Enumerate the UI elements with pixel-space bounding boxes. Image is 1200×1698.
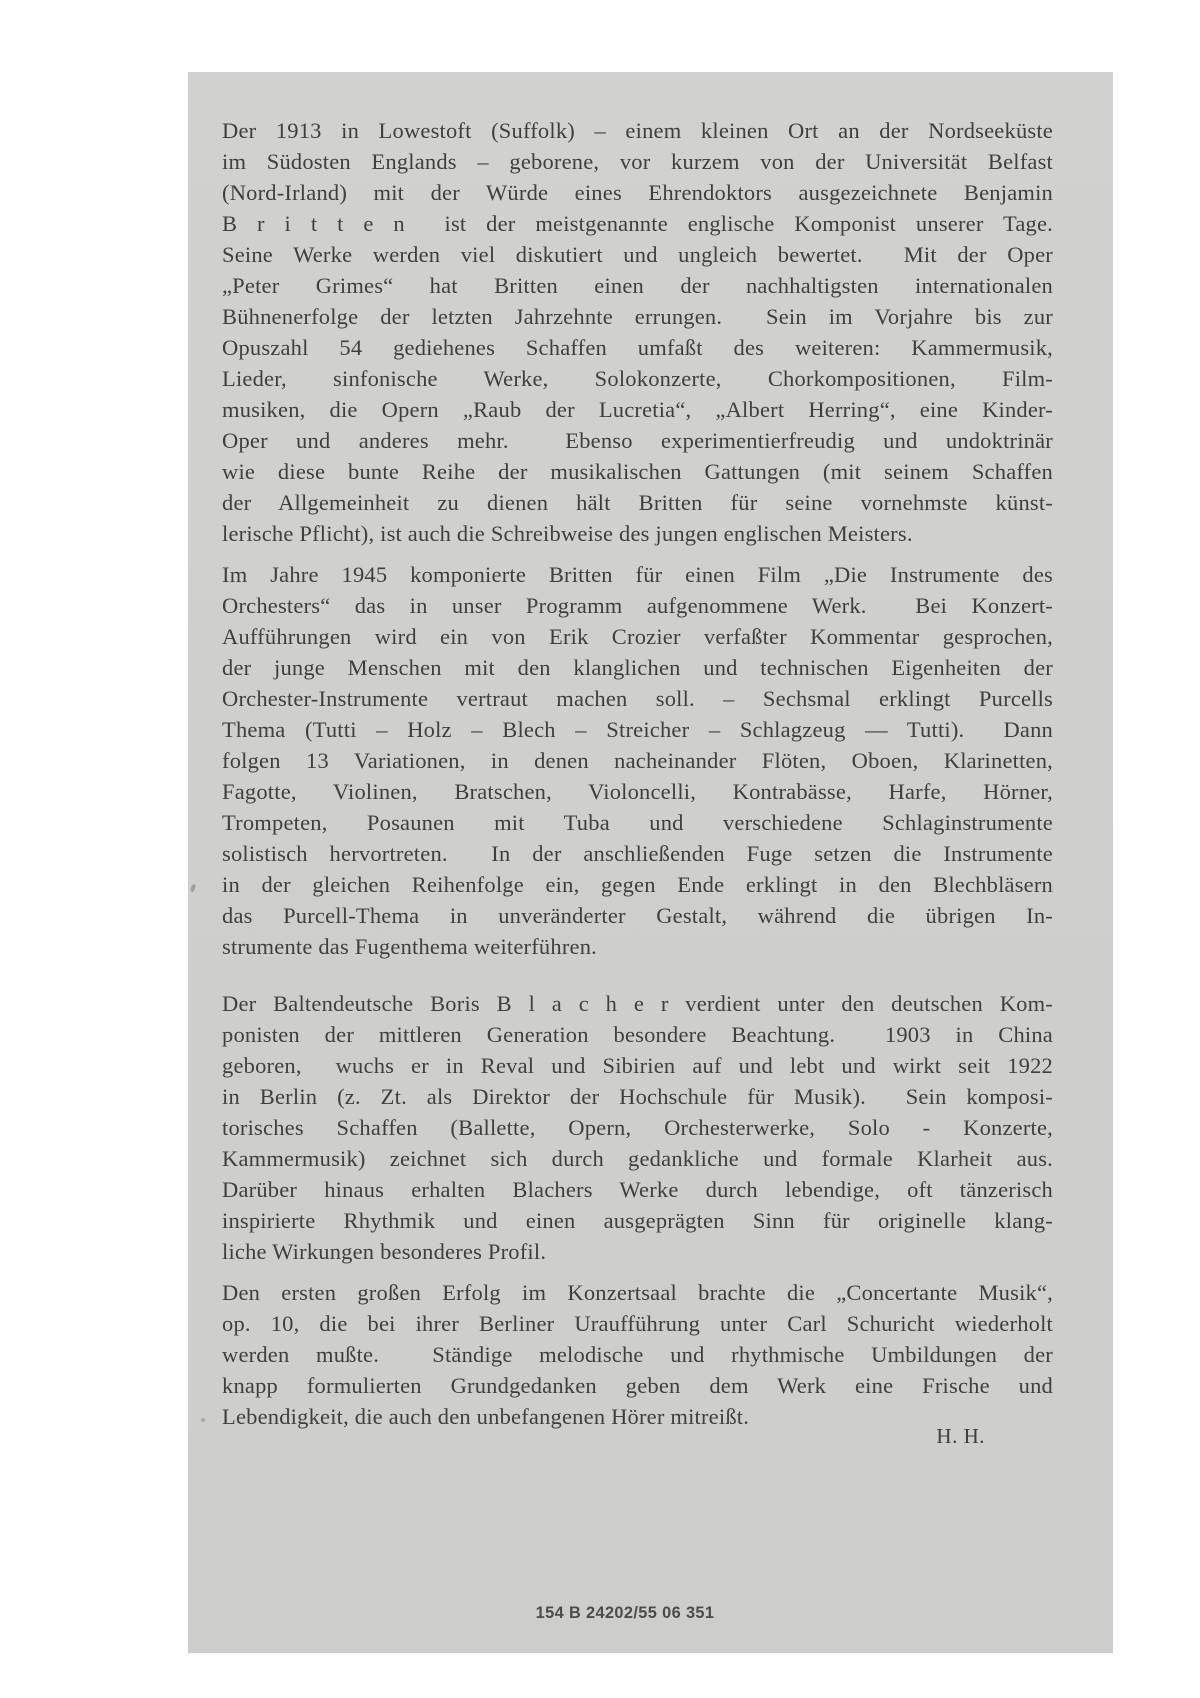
text-line: geboren, wuchs er in Reval und Sibirien auf und lebt und wirkt seit 1922 <box>222 1053 1053 1078</box>
paragraph-young-persons-guide <box>222 559 1053 962</box>
text-line: lerische Pflicht), ist auch die Schreibweise des jungen englischen Meisters. <box>222 521 913 546</box>
text-line: Lebendigkeit, die auch den unbefangenen Hörer mitreißt. <box>222 1404 750 1429</box>
text-line: inspirierte Rhythmik und einen ausgeprägten Sinn für originelle klang- <box>222 1208 1053 1233</box>
text-line: solistisch hervortreten. In der anschließenden Fuge setzen die Instrumente <box>222 841 1053 866</box>
text-line: werden mußte. Ständige melodische und rhythmische Umbildungen der <box>222 1342 1053 1367</box>
text-line: der Allgemeinheit zu dienen hält Britten für seine vornehmste künst- <box>222 490 1053 515</box>
text-line: B r i t t e n ist der meistgenannte englische Komponist unserer Tage. <box>222 211 1053 236</box>
text-line: in Berlin (z. Zt. als Direktor der Hochschule für Musik). Sein komposi- <box>222 1084 1053 1109</box>
text-line: knapp formulierten Grundgedanken geben dem Werk eine Frische und <box>222 1373 1053 1398</box>
author-initials: H. H. <box>936 1424 985 1448</box>
paragraph-concertante-musik <box>222 1277 1053 1432</box>
text-line: Orchester-Instrumente vertraut machen soll. – Sechsmal erklingt Purcells <box>222 686 1053 711</box>
text-line: Aufführungen wird ein von Erik Crozier verfaßter Kommentar gesprochen, <box>222 624 1053 649</box>
scan-artifact-speck <box>201 1418 205 1422</box>
paragraph-britten-intro <box>222 115 1053 549</box>
text-line: das Purcell-Thema in unveränderter Gestalt, während die übrigen In- <box>222 903 1053 928</box>
text-line: Darüber hinaus erhalten Blachers Werke durch lebendige, oft tänzerisch <box>222 1177 1053 1202</box>
text-line: op. 10, die bei ihrer Berliner Uraufführung unter Carl Schuricht wiederholt <box>222 1311 1053 1336</box>
text-line: Den ersten großen Erfolg im Konzertsaal brachte die „Concertante Musik“, <box>222 1280 1053 1305</box>
text-line: Kammermusik) zeichnet sich durch gedankliche und formale Klarheit aus. <box>222 1146 1053 1171</box>
scan-artifact-speck <box>190 884 196 893</box>
text-line: Bühnenerfolge der letzten Jahrzehnte errungen. Sein im Vorjahre bis zur <box>222 304 1053 329</box>
text-line: liche Wirkungen besonderes Profil. <box>222 1239 547 1264</box>
scanned-paper-page <box>188 72 1113 1653</box>
text-line: Oper und anderes mehr. Ebenso experimentierfreudig und undoktrinär <box>222 428 1053 453</box>
text-line: ponisten der mittleren Generation besondere Beachtung. 1903 in China <box>222 1022 1053 1047</box>
paragraph-blacher-intro <box>222 988 1053 1267</box>
text-line: Fagotte, Violinen, Bratschen, Violoncelli, Kontrabässe, Harfe, Hörner, <box>222 779 1053 804</box>
text-line: Seine Werke werden viel diskutiert und ungleich bewertet. Mit der Oper <box>222 242 1053 267</box>
text-line: Thema (Tutti – Holz – Blech – Streicher – Schlagzeug — Tutti). Dann <box>222 717 1053 742</box>
text-line: torisches Schaffen (Ballette, Opern, Orchesterwerke, Solo - Konzerte, <box>222 1115 1053 1140</box>
text-line: Der Baltendeutsche Boris B l a c h e r verdient unter den deutschen Kom- <box>222 991 1053 1016</box>
text-line: Opuszahl 54 gediehenes Schaffen umfaßt des weiteren: Kammermusik, <box>222 335 1053 360</box>
text-line: der junge Menschen mit den klanglichen und technischen Eigenheiten der <box>222 655 1053 680</box>
text-line: Der 1913 in Lowestoft (Suffolk) – einem kleinen Ort an der Nordseeküste <box>222 118 1053 143</box>
text-line: folgen 13 Variationen, in denen nacheinander Flöten, Oboen, Klarinetten, <box>222 748 1053 773</box>
text-line: Im Jahre 1945 komponierte Britten für einen Film „Die Instrumente des <box>222 562 1053 587</box>
text-line: wie diese bunte Reihe der musikalischen Gattungen (mit seinem Schaffen <box>222 459 1053 484</box>
text-line: im Südosten Englands – geborene, vor kurzem von der Universität Belfast <box>222 149 1053 174</box>
text-line: Orchesters“ das in unser Programm aufgenommene Werk. Bei Konzert- <box>222 593 1053 618</box>
text-line: strumente das Fugenthema weiterführen. <box>222 934 597 959</box>
text-line: Lieder, sinfonische Werke, Solokonzerte, Chorkompositionen, Film- <box>222 366 1053 391</box>
text-line: in der gleichen Reihenfolge ein, gegen Ende erklingt in den Blechbläsern <box>222 872 1053 897</box>
program-note-text <box>222 115 1053 1432</box>
text-line: (Nord-Irland) mit der Würde eines Ehrendoktors ausgezeichnete Benjamin <box>222 180 1053 205</box>
text-line: Trompeten, Posaunen mit Tuba und verschiedene Schlaginstrumente <box>222 810 1053 835</box>
text-line: „Peter Grimes“ hat Britten einen der nachhaltigsten internationalen <box>222 273 1053 298</box>
print-code: 154 B 24202/55 06 351 <box>535 1603 715 1622</box>
text-line: musiken, die Opern „Raub der Lucretia“, „Albert Herring“, eine Kinder- <box>222 397 1053 422</box>
